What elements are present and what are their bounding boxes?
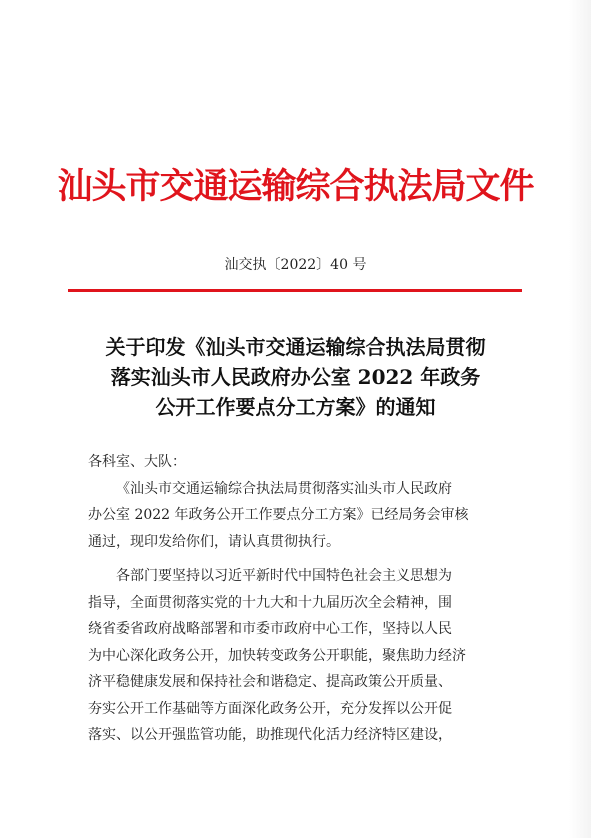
subject-line: 公开工作要点分工方案》的通知 (155, 395, 436, 419)
paragraph-line: 为中心深化政务公开，加快转变政务公开职能，聚焦助力经济 (88, 647, 466, 664)
paragraph-line: 夯实公开工作基础等方面深化政务公开，充分发挥以公开促 (88, 700, 452, 717)
paragraph-line: 济平稳健康发展和保持社会和谐稳定、提高政策公开质量、 (88, 674, 452, 690)
salutation: 各科室、大队： (88, 454, 186, 470)
page-edge-shade (569, 0, 591, 838)
paragraph-line: 办公室 2022 年政务公开工作要点分工方案》已经局务会审核 (88, 507, 469, 523)
red-divider-line (68, 289, 522, 292)
paragraph-line: 指导，全面贯彻落实党的十九大和十九届历次全会精神，围 (88, 594, 452, 611)
subject-line: 落实汕头市人民政府办公室 2022 年政务 (110, 365, 481, 389)
paragraph-line: 各部门要坚持以习近平新时代中国特色社会主义思想为 (116, 568, 452, 584)
document-subject (60, 332, 531, 422)
paragraph-line: 《汕头市交通运输综合执法局贯彻落实汕头市人民政府 (116, 480, 452, 497)
subject-line: 关于印发《汕头市交通运输综合执法局贯彻 (105, 335, 486, 359)
document-number: 汕交执〔2022〕40 号 (224, 257, 367, 273)
paragraph-line: 通过，现印发给你们，请认真贯彻执行。 (88, 533, 340, 550)
document-body (88, 449, 508, 749)
paragraph-line: 落实、以公开强监管功能，助推现代化活力经济特区建设， (88, 727, 452, 743)
paragraph-line: 绕省委省政府战略部署和市委市政府中心工作，坚持以人民 (88, 621, 452, 637)
document-header-title: 汕头市交通运输综合执法局文件 (57, 166, 534, 207)
